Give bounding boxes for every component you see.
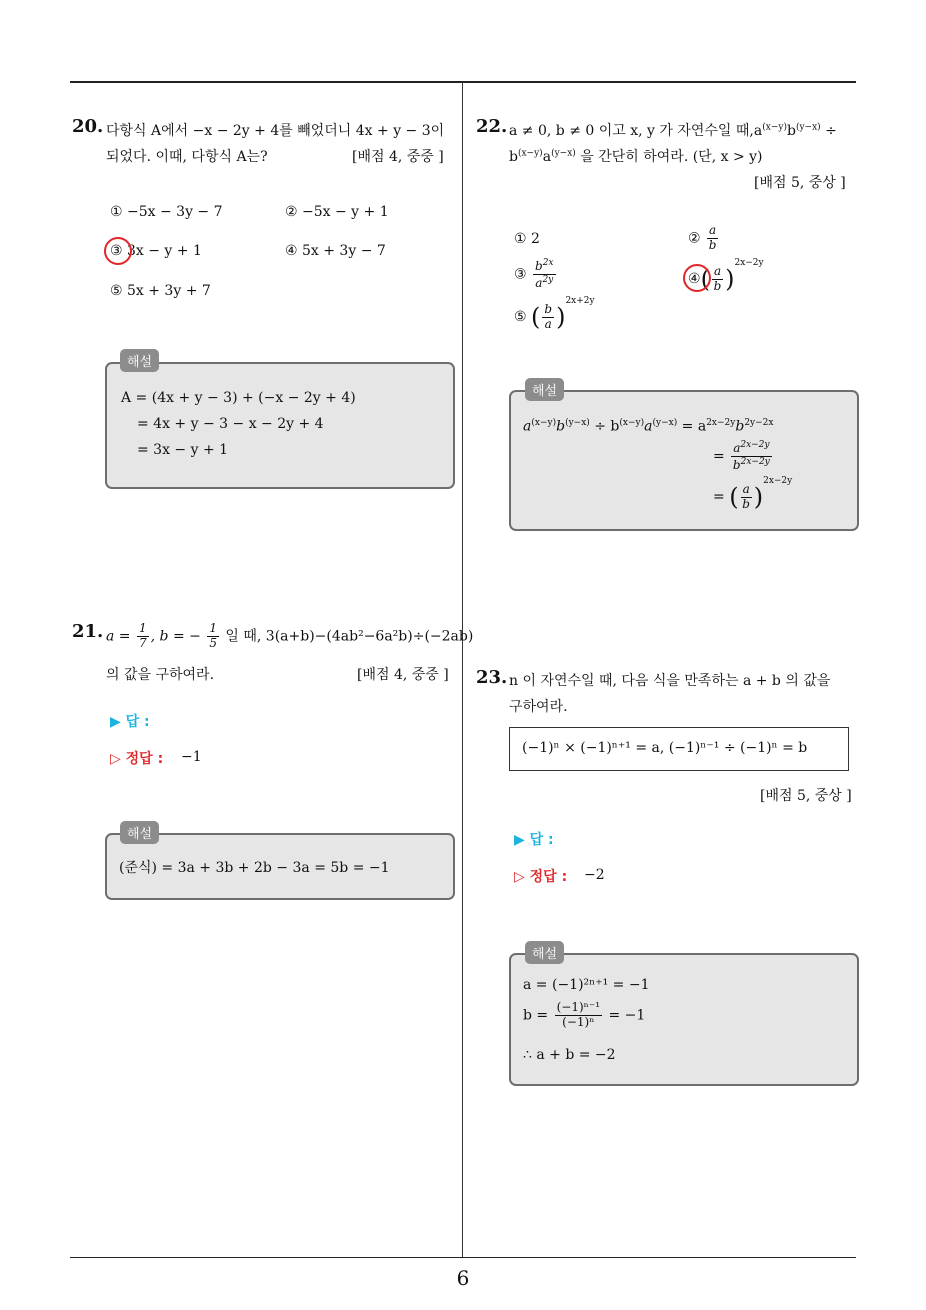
question-text-line2: $b^{(x-y)}a^{(y-x)}$ 을 간단히 하여라. (단, x > y) <box>509 148 763 165</box>
answer-label: ▶ 답 : <box>514 832 554 848</box>
condition-box <box>509 727 849 771</box>
condition-text: (−1)ⁿ × (−1)ⁿ⁺¹ = a, (−1)ⁿ⁻¹ ÷ (−1)ⁿ = b <box>522 740 808 756</box>
solution-box <box>509 953 859 1086</box>
correct-label: ▷ 정답 : <box>110 751 164 767</box>
solution-line: A = (4x + y − 3) + (−x − 2y + 4) <box>121 390 356 406</box>
question-text-line1: 다항식 A에서 −x − 2y + 4를 빼었더니 4x + y − 3이 <box>106 123 445 139</box>
option-5[interactable]: ⑤ 5x + 3y + 7 <box>110 283 211 299</box>
option-3[interactable]: ③ 3x − y + 1 <box>110 243 202 259</box>
score-label: [배점 4, 중중 ] <box>352 149 444 165</box>
option-1[interactable]: ① 2 <box>514 231 540 247</box>
page-number: 6 <box>456 1266 470 1290</box>
solution-line: ∴ a + b = −2 <box>523 1047 616 1063</box>
question-number: 20. <box>72 116 104 137</box>
solution-line: b = $\frac{\text{(−1)ⁿ⁻¹}}{\text{(−1)ⁿ}}$ = −1 <box>523 1000 646 1029</box>
option-4[interactable]: ④( $\frac{a}{b}$ )$^{2x-2y}$ <box>688 258 764 293</box>
option-2[interactable]: ② $\frac{a}{b}$ <box>688 223 717 252</box>
solution-line: (준식) = 3a + 3b + 2b − 3a = 5b = −1 <box>119 860 390 876</box>
question-text-line1: a = $\frac{1}{7}$ , b = − $\frac{1}{5}$ 일 때, 3(a+b)−(4ab²−6a²b)÷(−2ab) <box>106 621 474 650</box>
score-label: [배점 5, 중상 ] <box>754 175 846 191</box>
solution-tag: 해설 <box>525 941 564 964</box>
option-3[interactable]: ③ $\frac{b^{2x}}{a^{2y}}$ <box>514 258 554 290</box>
question-text-line1: n 이 자연수일 때, 다음 식을 만족하는 a + b 의 값을 <box>509 673 831 689</box>
solution-line: $a^{(x-y)}b^{(y-x)} \div b^{(x-y)}a^{(y-x)} = a^{2x-2y}b^{2y-2x}$ <box>523 418 774 435</box>
solution-tag: 해설 <box>120 821 159 844</box>
question-number: 22. <box>476 116 508 137</box>
correct-label: ▷ 정답 : <box>514 869 568 885</box>
solution-box <box>509 390 859 531</box>
solution-line: = $\frac{a^{2x-2y}}{b^{2x-2y}}$ <box>713 440 770 472</box>
option-4[interactable]: ④ 5x + 3y − 7 <box>285 243 386 259</box>
solution-box <box>105 833 455 900</box>
selected-answer-mark <box>683 264 711 292</box>
question-text-line1: a ≠ 0, b ≠ 0 이고 x, y 가 자연수일 때$,a^{(x-y)}b^{(y-x)}$ ÷ <box>509 122 837 139</box>
question-number: 21. <box>72 621 104 642</box>
bottom-rule <box>70 1257 856 1258</box>
option-2[interactable]: ② −5x − y + 1 <box>285 204 389 220</box>
answer-label: ▶ 답 : <box>110 714 150 730</box>
question-text-line2: 의 값을 구하여라. <box>106 667 215 683</box>
selected-answer-mark <box>104 237 132 265</box>
score-label: [배점 4, 중중 ] <box>357 667 449 683</box>
solution-line: = 4x + y − 3 − x − 2y + 4 <box>137 416 324 432</box>
column-divider <box>462 82 463 1258</box>
solution-box <box>105 362 455 489</box>
solution-tag: 해설 <box>525 378 564 401</box>
question-text-line2: 되었다. 이때, 다항식 A는? <box>106 149 268 165</box>
correct-value: −1 <box>181 749 202 765</box>
solution-line: = ( $\frac{a}{b}$ )$^{2x-2y}$ <box>713 476 793 511</box>
correct-value: −2 <box>584 867 605 883</box>
question-number: 23. <box>476 667 508 688</box>
solution-line: a = (−1)²ⁿ⁺¹ = −1 <box>523 977 650 993</box>
solution-line: = 3x − y + 1 <box>137 442 229 458</box>
question-text-line2: 구하여라. <box>509 699 568 715</box>
score-label: [배점 5, 중상 ] <box>760 788 852 804</box>
solution-tag: 해설 <box>120 349 159 372</box>
option-1[interactable]: ① −5x − 3y − 7 <box>110 204 223 220</box>
option-5[interactable]: ⑤ ( $\frac{b}{a}$ )$^{2x+2y}$ <box>514 296 595 331</box>
top-rule <box>70 81 856 83</box>
